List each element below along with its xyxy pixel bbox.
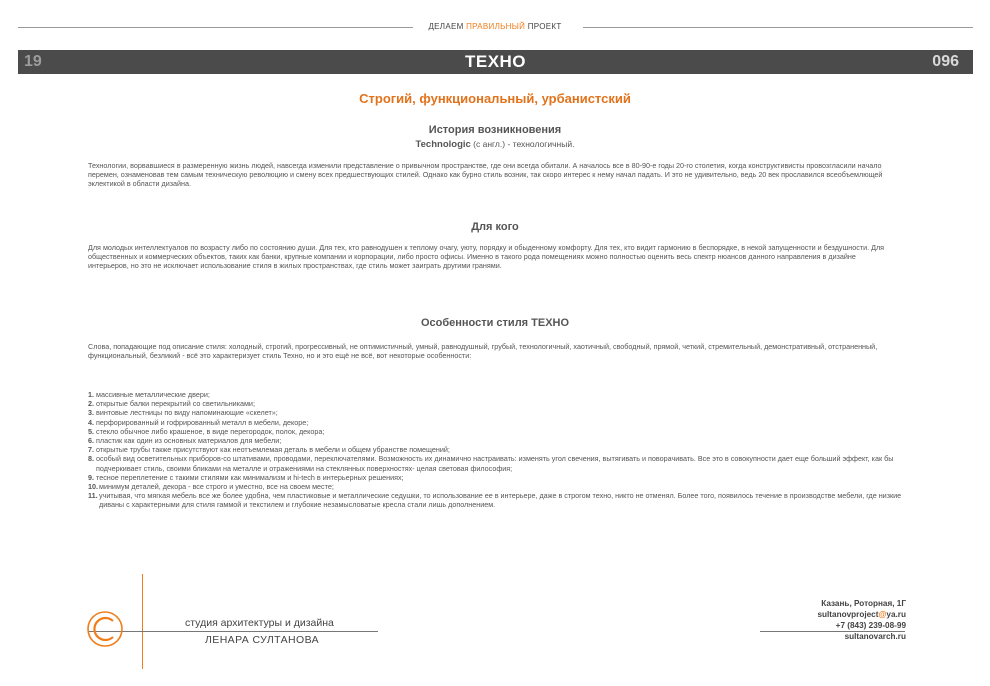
list-item [88, 427, 908, 436]
address: Казань, Роторная, 1Г [821, 599, 906, 608]
list-text: особый вид осветительных приборов-со штативами, проводами, переключателями. Возможность их динамично настраивать: изменять угол свечения, вытягивать и поворачивать. Все это в совокупности дает еще больший эффект, как бы подчеркивает стиль, своими бликами на металле и отражениями на стеклянных поверхностях- целая световая философия; [96, 454, 894, 473]
list-number: 6. [88, 436, 94, 446]
author-name: ЛЕНАРА СУЛТАНОВА [205, 634, 320, 646]
list-text: массивные металлические двери; [96, 390, 210, 399]
audience-text: Для молодых интеллектуалов по возрасту либо по состоянию души. Для тех, кто равнодушен к теплому очагу, уюту, порядку и обыденному комфорту. Для тех, кто видит гармонию в беспорядке, в некой запущенности и бездушности. Для общественных и коммерческих объектов, таких как банки, крупные компании и корпорации, либо просто офисы. Именно в такого рода помещениях можно полностью оценить весь спектр нюансов данного направления в дизайне интерьеров, но это не исключает использование стиля в жилых пространствах, где стиль может заиграть другими гранями. [88, 243, 885, 271]
list-item [88, 408, 908, 417]
list-text: перфорированный и гофрированный металл в мебели, декоре; [96, 417, 309, 427]
term-note: (с англ.) - технологичный. [470, 139, 575, 149]
page-number-left: 19 [24, 53, 42, 70]
list-text: открытые балки перекрытий со светильниками; [96, 399, 255, 409]
list-item [88, 454, 908, 472]
list-text: пластик как один из основных материалов для мебели; [96, 436, 282, 446]
header-slogan [0, 22, 990, 31]
list-item [88, 436, 908, 445]
studio-name: студия архитектуры и дизайна [185, 617, 334, 629]
list-number: 10. [88, 482, 98, 492]
footer-rule-left [88, 631, 378, 632]
list-item [88, 418, 908, 427]
phone[interactable]: +7 (843) 239-08-99 [835, 621, 906, 630]
page-subtitle: Строгий, функциональный, урбанистский [359, 91, 631, 106]
list-number: 11. [88, 491, 98, 501]
list-text: тесное переплетение с такими стилями как минимализм и hi-tech в интерьерных решениях; [96, 472, 404, 482]
list-number: 3. [88, 408, 94, 418]
list-item [88, 482, 908, 491]
features-list [88, 390, 908, 510]
list-item [88, 473, 908, 482]
list-number: 2. [88, 399, 94, 409]
list-item [88, 445, 908, 454]
contacts-block [817, 598, 906, 642]
website-link[interactable]: sultanovarch.ru [844, 632, 906, 641]
term-english: Technologic [415, 139, 471, 150]
email-user: sultanovproject [817, 610, 879, 619]
footer-accent-line [142, 574, 143, 669]
audience-heading: Для кого [471, 221, 519, 233]
list-text: винтовые лестницы по виду напоминающие «скелет»; [96, 408, 278, 418]
list-item [88, 390, 908, 399]
list-item [88, 399, 908, 408]
list-number: 7. [88, 445, 94, 455]
list-number: 8. [88, 454, 94, 464]
features-intro: Слова, попадающие под описание стиля: холодный, строгий, прогрессивный, не оптимистичный, умный, равнодушный, грубый, технологичный, хаотичный, свободный, прямой, четкий, стремительный, демонстративный, отстраненный, функциональный, безликий - всё это характеризует стиль Техно, но и это ещё не всё, вот некоторые особенности: [88, 342, 878, 361]
email-at: @ [878, 610, 887, 619]
list-number: 1. [88, 390, 94, 399]
list-item [88, 491, 908, 509]
list-text: минимум деталей, декора - все строго и уместно, все на своем месте; [99, 482, 334, 492]
list-text: учитывая, что мягкая мебель все же более удобна, чем пластиковые и металлические седушки, то использование ее в интерьере, даже в строгом техно, никто не отменял. Более того, появилось течение в производстве мебели, где низкие диваны с характерными для стиля гаммой и текстилем и глубокие незамысловатые кресла стали лишь дополнением. [99, 491, 902, 510]
studio-logo-icon [86, 610, 124, 648]
history-term [0, 139, 990, 150]
list-number: 5. [88, 426, 94, 436]
slogan-accent: ПРАВИЛЬНЫЙ [466, 22, 526, 31]
list-number: 9. [88, 472, 94, 482]
email[interactable] [817, 609, 906, 620]
slogan-part: ДЕЛАЕМ [428, 22, 467, 31]
page-number-right: 096 [932, 53, 959, 70]
title-band [18, 50, 973, 74]
list-text: стекло обычное либо крашеное, в виде перегородок, полок, декора; [96, 426, 325, 436]
history-heading: История возникновения [428, 124, 562, 136]
list-text: открытые трубы также присутствуют как неотъемлемая деталь в мебели и общем убранстве помещений; [96, 445, 450, 455]
history-text: Технологии, ворвавшиеся в размеренную жизнь людей, навсегда изменили представление о привычном пространстве, где они всегда обитали. А началось все в 80-90-е годы 20-го столетия, когда конструктивисты провозгласили начало перемен, ознаменовав тем самым техническую революцию и смену всех предшествующих стилей. Однако как бурно стиль возник, так скоро интерес к нему начал падать. И это не удивительно, ведь 20 век прославился всеобъемлющей эклектикой в области дизайна. [88, 161, 883, 189]
page-title: ТЕХНО [464, 52, 527, 71]
features-heading: Особенности стиля ТЕХНО [420, 317, 570, 329]
email-domain: ya.ru [886, 610, 906, 619]
slogan-part: ПРОЕКТ [525, 22, 562, 31]
list-number: 4. [88, 417, 94, 427]
